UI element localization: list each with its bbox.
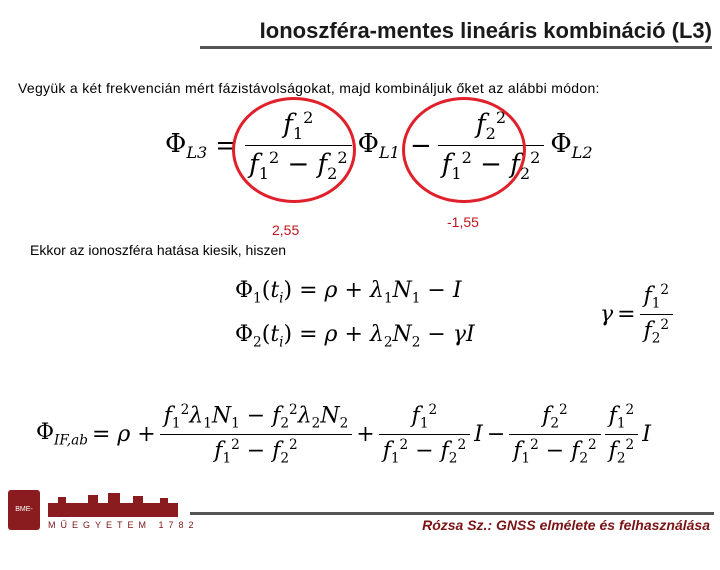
if-equation: $\Phi_{IF,ab}$ = ρ + $\frac{f_1^2\lambda_1N_1 - f_2^2\lambda_2N_2}{f_1^2 - f_2^2}$ + $\frac{f_1^2}{f_1^2 - f_2^2}$ I − $\frac{f_2^2}{f_1^2 - f_2^2}$ $\frac{f_1^2}{f_2^2}$ I bbox=[36, 402, 651, 467]
coef-fraction-2: $\frac{f_2^2}{f_1^2 - f_2^2}$ bbox=[438, 108, 545, 183]
coef-value-1: 2,55 bbox=[272, 222, 300, 238]
highlight-circle-1 bbox=[232, 97, 356, 203]
coef-fraction-1: $\frac{f_1^2}{f_1^2 - f_2^2}$ bbox=[245, 108, 352, 183]
coef-value-2: -1,55 bbox=[447, 214, 479, 230]
slide-title: Ionoszféra-mentes lineáris kombináció (L3) bbox=[259, 18, 712, 43]
university-logo: BME-ÁFGT bbox=[8, 490, 40, 530]
footer-divider bbox=[190, 512, 714, 515]
building-silhouette bbox=[48, 493, 178, 517]
title-divider bbox=[200, 46, 712, 49]
phase-equation-2: $\Phi_2(t_i) = \rho + \lambda_2N_2 - \gamma I$ bbox=[235, 322, 475, 351]
highlight-circle-2 bbox=[402, 97, 526, 203]
university-name: MŰEGYETEM 1782 bbox=[48, 520, 199, 530]
intro-text: Vegyük a két frekvencián mért fázistávolságokat, majd kombináljuk őket az alábbi módon: bbox=[18, 80, 600, 96]
ekkor-text: Ekkor az ionoszféra hatása kiesik, hiszen bbox=[30, 242, 287, 258]
footer-text: Rózsa Sz.: GNSS elmélete és felhasználása bbox=[422, 517, 710, 533]
gamma-equation: γ = $\frac{f_1^2}{f_2^2}$ bbox=[600, 282, 673, 347]
phase-equation-1: $\Phi_1(t_i) = \rho + \lambda_1N_1 - I$ bbox=[235, 278, 462, 307]
l3-equation: $\Phi_{L3}$ = $\frac{f_1^2}{f_1^2 - f_2^2}$ $\Phi_{L1}$ − $\frac{f_2^2}{f_1^2 - f_2^2}$ $\Phi_{L2}$ bbox=[165, 108, 593, 184]
